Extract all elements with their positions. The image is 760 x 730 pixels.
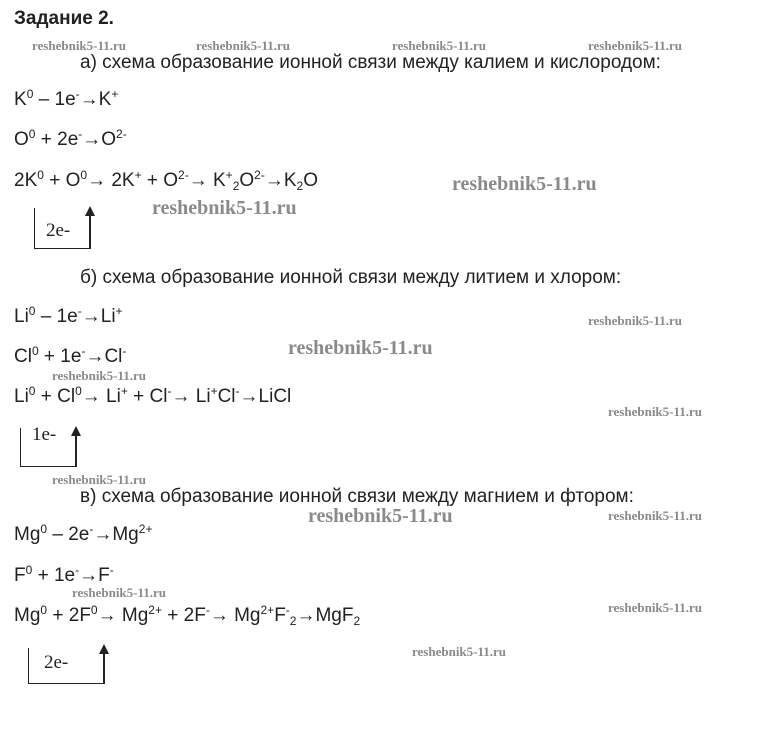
transfer-arrow-shaft [103, 652, 105, 683]
task-title: Задание 2. [14, 8, 114, 29]
section-b-heading: б) схема образование ионной связи между литием и хлором: [80, 267, 622, 288]
arrow-up-icon [99, 644, 109, 654]
arrow-up-icon [85, 206, 95, 216]
transfer-label: 2e- [46, 220, 71, 241]
watermark: reshebnik5-11.ru [588, 313, 683, 328]
section-c-equation-2: $F^0 + 1e^-\to F^-$ [14, 563, 114, 586]
watermark: reshebnik5-11.ru [608, 404, 703, 419]
watermark: reshebnik5-11.ru [152, 197, 297, 219]
watermark: reshebnik5-11.ru [608, 600, 703, 615]
section-b-equation-1: Li$^0$ – 1e-→Li+ [14, 304, 123, 327]
section-a-equation-1: $K^0 - 1e^-\to K^+$ [14, 87, 119, 110]
transfer-label: 2e- [44, 652, 69, 673]
section-a-equation-2: $O^0 + 2e^-\to O^{2-}$ [14, 127, 127, 150]
section-a-heading: а) схема образование ионной связи между калием и кислородом: [80, 52, 661, 73]
section-a-equation-3: $2K^0 + O^0\to 2K^+ + O^{2-}\to K^+_2O^{2-}\to K_2O$ [14, 168, 318, 193]
transfer-arrow-shaft [75, 434, 77, 466]
transfer-arrow-shaft [89, 214, 91, 248]
watermark: reshebnik5-11.ru [392, 38, 487, 53]
watermark: reshebnik5-11.ru [412, 644, 507, 659]
section-b-equation-3: $Li^0 + Cl^0\to Li^+ + Cl^-\to$ Li+Cl-→LiCl [14, 384, 292, 407]
watermark: reshebnik5-11.ru [52, 368, 147, 383]
section-b-equation-2: $Cl^0 + 1e^-\to Cl^-$ [14, 344, 127, 367]
watermark: reshebnik5-11.ru [72, 585, 167, 600]
watermark: reshebnik5-11.ru [608, 508, 703, 523]
section-c-equation-1: $Mg^0 - 2e^-\to Mg^{2+}$ [14, 522, 153, 545]
section-c-heading: в) схема образование ионной связи между магнием и фтором: [80, 486, 634, 507]
watermark: reshebnik5-11.ru [288, 337, 433, 359]
watermark: reshebnik5-11.ru [32, 38, 127, 53]
arrow-up-icon [71, 426, 81, 436]
section-c-equation-3: $Mg^0 + 2F^0\to Mg^{2+} + 2F^-\to Mg^{2+}F^-_2\to MgF_2$ [14, 603, 361, 628]
transfer-label: 1e- [32, 424, 57, 445]
watermark: reshebnik5-11.ru [308, 505, 453, 527]
watermark: reshebnik5-11.ru [588, 38, 683, 53]
watermark: reshebnik5-11.ru [452, 173, 597, 195]
watermark: reshebnik5-11.ru [52, 472, 147, 487]
watermark: reshebnik5-11.ru [196, 38, 291, 53]
